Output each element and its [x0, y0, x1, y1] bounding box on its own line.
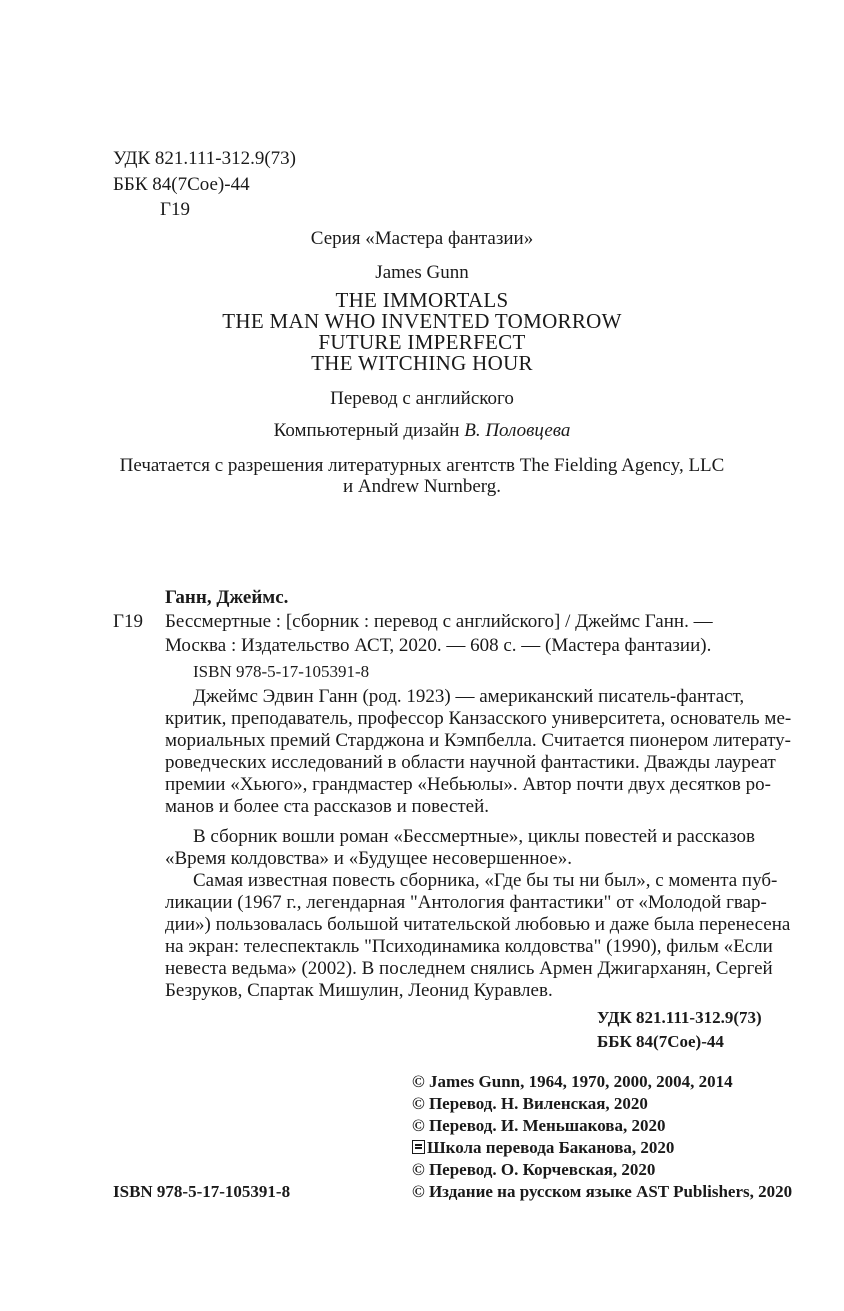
- udk-code: УДК 821.111-312.9(73): [113, 148, 296, 169]
- copyright-line-school: [412, 1137, 674, 1158]
- copyright-line: © James Gunn, 1964, 1970, 2000, 2004, 2014: [412, 1072, 733, 1091]
- copyright-line: © Перевод. Н. Виленская, 2020: [412, 1094, 648, 1113]
- annotation-line: ликации (1967 г., легендарная "Антология фантастики" от «Молодой гвар-: [165, 892, 767, 913]
- title-4: THE WITCHING HOUR: [311, 351, 533, 375]
- annotation-line: Безруков, Спартак Мишулин, Леонид Куравлев.: [165, 980, 553, 1001]
- annotation-line: невеста ведьма» (2002). В последнем снялись Армен Джигарханян, Сергей: [165, 958, 773, 979]
- udk-code-bottom: УДК 821.111-312.9(73): [597, 1008, 762, 1027]
- permission-line-1: Печатается с разрешения литературных агентств The Fielding Agency, LLC: [119, 455, 725, 476]
- bbk-code: ББК 84(7Сое)-44: [113, 174, 250, 195]
- catalog-isbn: ISBN 978-5-17-105391-8: [193, 662, 370, 681]
- book-icon: [412, 1140, 425, 1154]
- annotation-line: критик, преподаватель, профессор Канзасского университета, основатель ме-: [165, 708, 792, 729]
- author-name-en: James Gunn: [375, 262, 469, 283]
- copyright-line: © Издание на русском языке AST Publishers, 2020: [412, 1182, 793, 1201]
- annotation-line: на экран: телеспектакль "Психодинамика колдовства" (1990), фильм «Если: [165, 936, 773, 957]
- designer-name: В. Половцева: [464, 420, 571, 441]
- isbn-bottom: ISBN 978-5-17-105391-8: [113, 1182, 291, 1201]
- title-3: FUTURE IMPERFECT: [318, 330, 526, 354]
- annotation-line: Самая известная повесть сборника, «Где бы ты ни был», с момента пуб-: [193, 870, 778, 891]
- annotation-line: В сборник вошли роман «Бессмертные», циклы повестей и рассказов: [193, 826, 755, 847]
- copyright-line: © Перевод. О. Корчевская, 2020: [412, 1160, 656, 1179]
- series-name: Серия «Мастера фантазии»: [310, 228, 534, 249]
- catalog-entry-line-1: Бессмертные : [сборник : перевод с английского] / Джеймс Ганн. —: [165, 611, 713, 632]
- annotation-line: Джеймс Эдвин Ганн (род. 1923) — американский писатель-фантаст,: [193, 686, 745, 707]
- catalog-heading: Ганн, Джеймс.: [165, 587, 289, 608]
- design-label: Компьютерный дизайн: [273, 420, 460, 441]
- annotation-line: «Время колдовства» и «Будущее несовершенное».: [165, 848, 572, 869]
- school-credit: Школа перевода Баканова, 2020: [427, 1138, 675, 1157]
- permission-line-2: и Andrew Nurnberg.: [342, 476, 502, 497]
- annotation-line: мориальных премий Старджона и Кэмпбелла. Считается пионером литерату-: [165, 730, 791, 751]
- title-1: THE IMMORTALS: [335, 288, 509, 312]
- catalog-entry-line-2: Москва : Издательство АСТ, 2020. — 608 с. — (Мастера фантазии).: [165, 635, 712, 656]
- annotation-line: дии») пользовалась большой читательской любовью и даже была перенесена: [165, 914, 791, 935]
- annotation-line: манов и более ста рассказов и повестей.: [165, 796, 490, 817]
- bbk-code-bottom: ББК 84(7Сое)-44: [597, 1032, 724, 1051]
- copyright-line: © Перевод. И. Меньшакова, 2020: [412, 1116, 666, 1135]
- title-2: THE MAN WHO INVENTED TOMORROW: [222, 309, 622, 333]
- author-mark: Г19: [160, 199, 190, 220]
- catalog-mark: Г19: [113, 611, 143, 632]
- annotation-line: роведческих исследований в области научной фантастики. Дважды лауреат: [165, 752, 776, 773]
- design-credit: [0, 420, 844, 441]
- translation-note: Перевод с английского: [330, 388, 514, 409]
- annotation-line: премии «Хьюго», грандмастер «Небьюлы». Автор почти двух десятков ро-: [165, 774, 771, 795]
